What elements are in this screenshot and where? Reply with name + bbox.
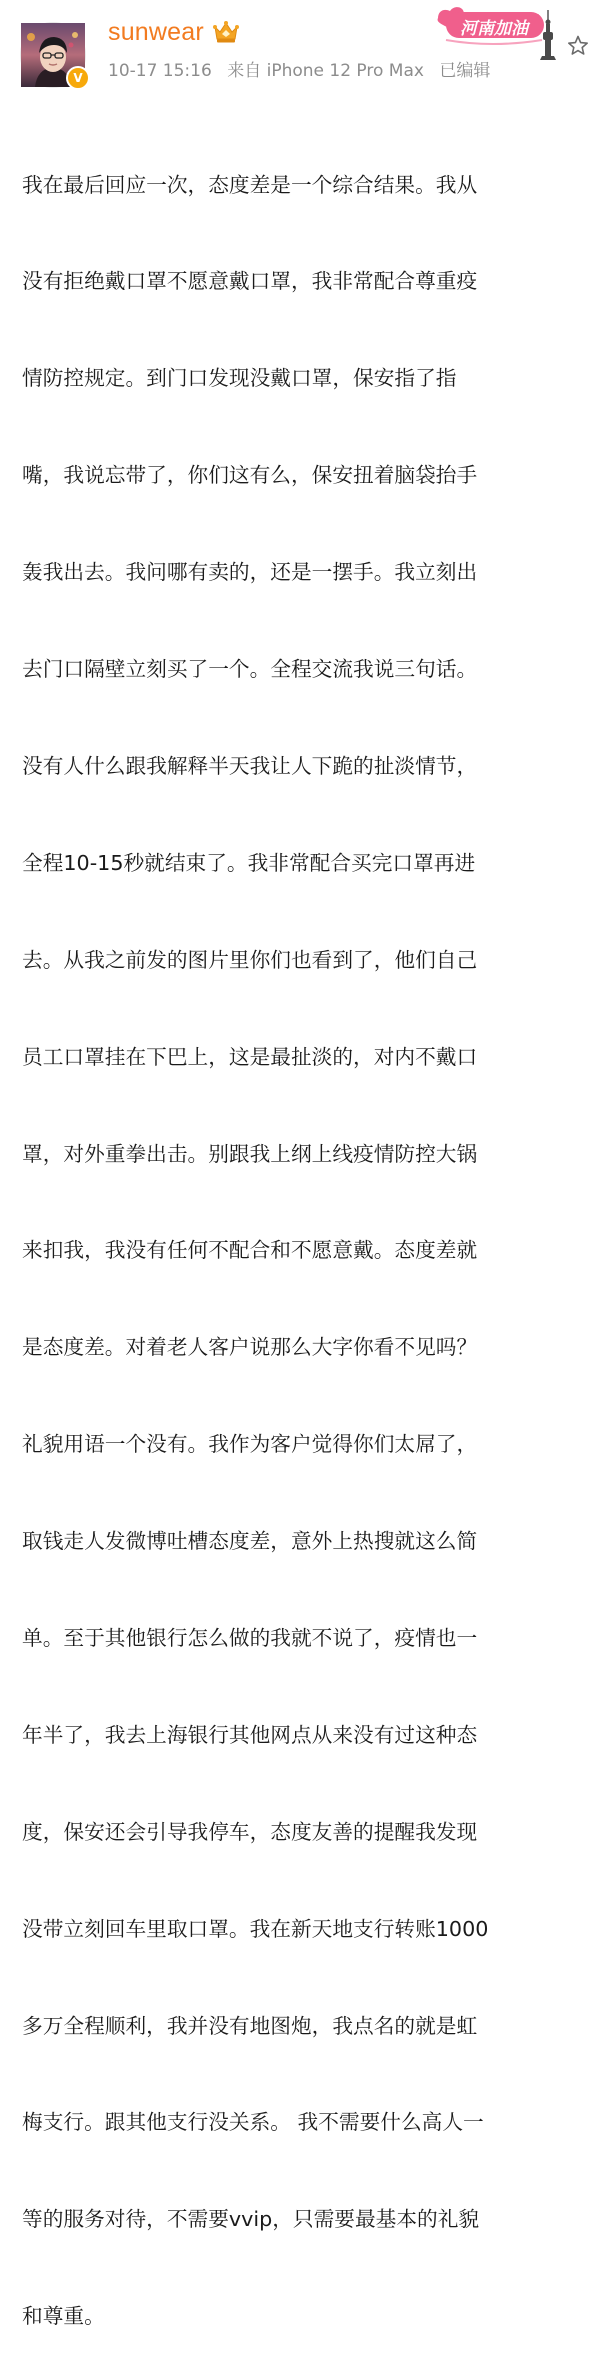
post-body-line: 梅支行。跟其他支行没关系。 我不需要什么高人一 — [22, 2110, 484, 2135]
post-body-line: 是态度差。对着老人客户说那么大字你看不见吗？ — [22, 1335, 478, 1360]
post-body-line: 度，保安还会引导我停车，态度友善的提醒我发现 — [22, 1819, 478, 1844]
post-body-line: 和尊重。 — [22, 2304, 105, 2329]
post-body-line: 轰我出去。我问哪有卖的，还是一摆手。我立刻出 — [22, 560, 478, 585]
post-body-line: 没有拒绝戴口罩不愿意戴口罩，我非常配合尊重疫 — [22, 269, 478, 294]
more-options-icon[interactable] — [566, 34, 590, 58]
henan-support-sticker — [432, 4, 564, 60]
post-header — [0, 0, 609, 90]
post-body-line: 礼貌用语一个没有。我作为客户觉得你们太屌了， — [22, 1432, 478, 1457]
post-body-line: 去。从我之前发的图片里你们也看到了，他们自己 — [22, 947, 478, 972]
post-timestamp: 10-17 15:16 — [108, 61, 212, 81]
post-body-line: 员工口罩挂在下巴上，这是最扯淡的，对内不戴口 — [22, 1044, 478, 1069]
post-body-line: 去门口隔壁立刻买了一个。全程交流我说三句话。 — [22, 657, 478, 682]
post-body-line: 情防控规定。到门口发现没戴口罩，保安指了指 — [22, 366, 457, 391]
post-body — [22, 104, 592, 2365]
post-body-line: 全程10-15秒就结束了。我非常配合买完口罩再进 — [22, 850, 476, 875]
post-body-line: 没带立刻回车里取口罩。我在新天地支行转账1000 — [22, 1916, 489, 1941]
post-body-line: 等的服务对待，不需要vvip，只需要最基本的礼貌 — [22, 2207, 480, 2232]
post-edited-label[interactable]: 已编辑 — [439, 61, 491, 81]
sticker-label: 河南加油 — [460, 19, 528, 39]
post-body-line: 取钱走人发微博吐槽态度差，意外上热搜就这么简 — [22, 1529, 478, 1554]
username-row — [108, 14, 240, 50]
post-body-line: 没有人什么跟我解释半天我让人下跪的扯淡情节， — [22, 753, 478, 778]
post-body-line: 年半了，我去上海银行其他网点从来没有过这种态 — [22, 1722, 478, 1747]
post-body-line: 单。至于其他银行怎么做的我就不说了，疫情也一 — [22, 1625, 478, 1650]
verified-badge-icon: V — [66, 66, 90, 90]
post-body-line: 我在最后回应一次，态度差是一个综合结果。我从 — [22, 172, 478, 197]
post-body-line: 罩，对外重拳出击。别跟我上纲上线疫情防控大锅 — [22, 1141, 478, 1166]
crown-icon[interactable] — [212, 19, 240, 45]
post-body-line: 多万全程顺利，我并没有地图炮，我点名的就是虹 — [22, 2013, 478, 2038]
avatar[interactable] — [20, 22, 88, 90]
post-body-line: 来扣我，我没有任何不配合和不愿意戴。态度差就 — [22, 1238, 478, 1263]
post-source: 来自 iPhone 12 Pro Max — [227, 61, 424, 81]
post-body-line: 嘴，我说忘带了，你们这有么，保安扭着脑袋抬手 — [22, 463, 478, 488]
username-link[interactable]: sunwear — [108, 17, 204, 46]
